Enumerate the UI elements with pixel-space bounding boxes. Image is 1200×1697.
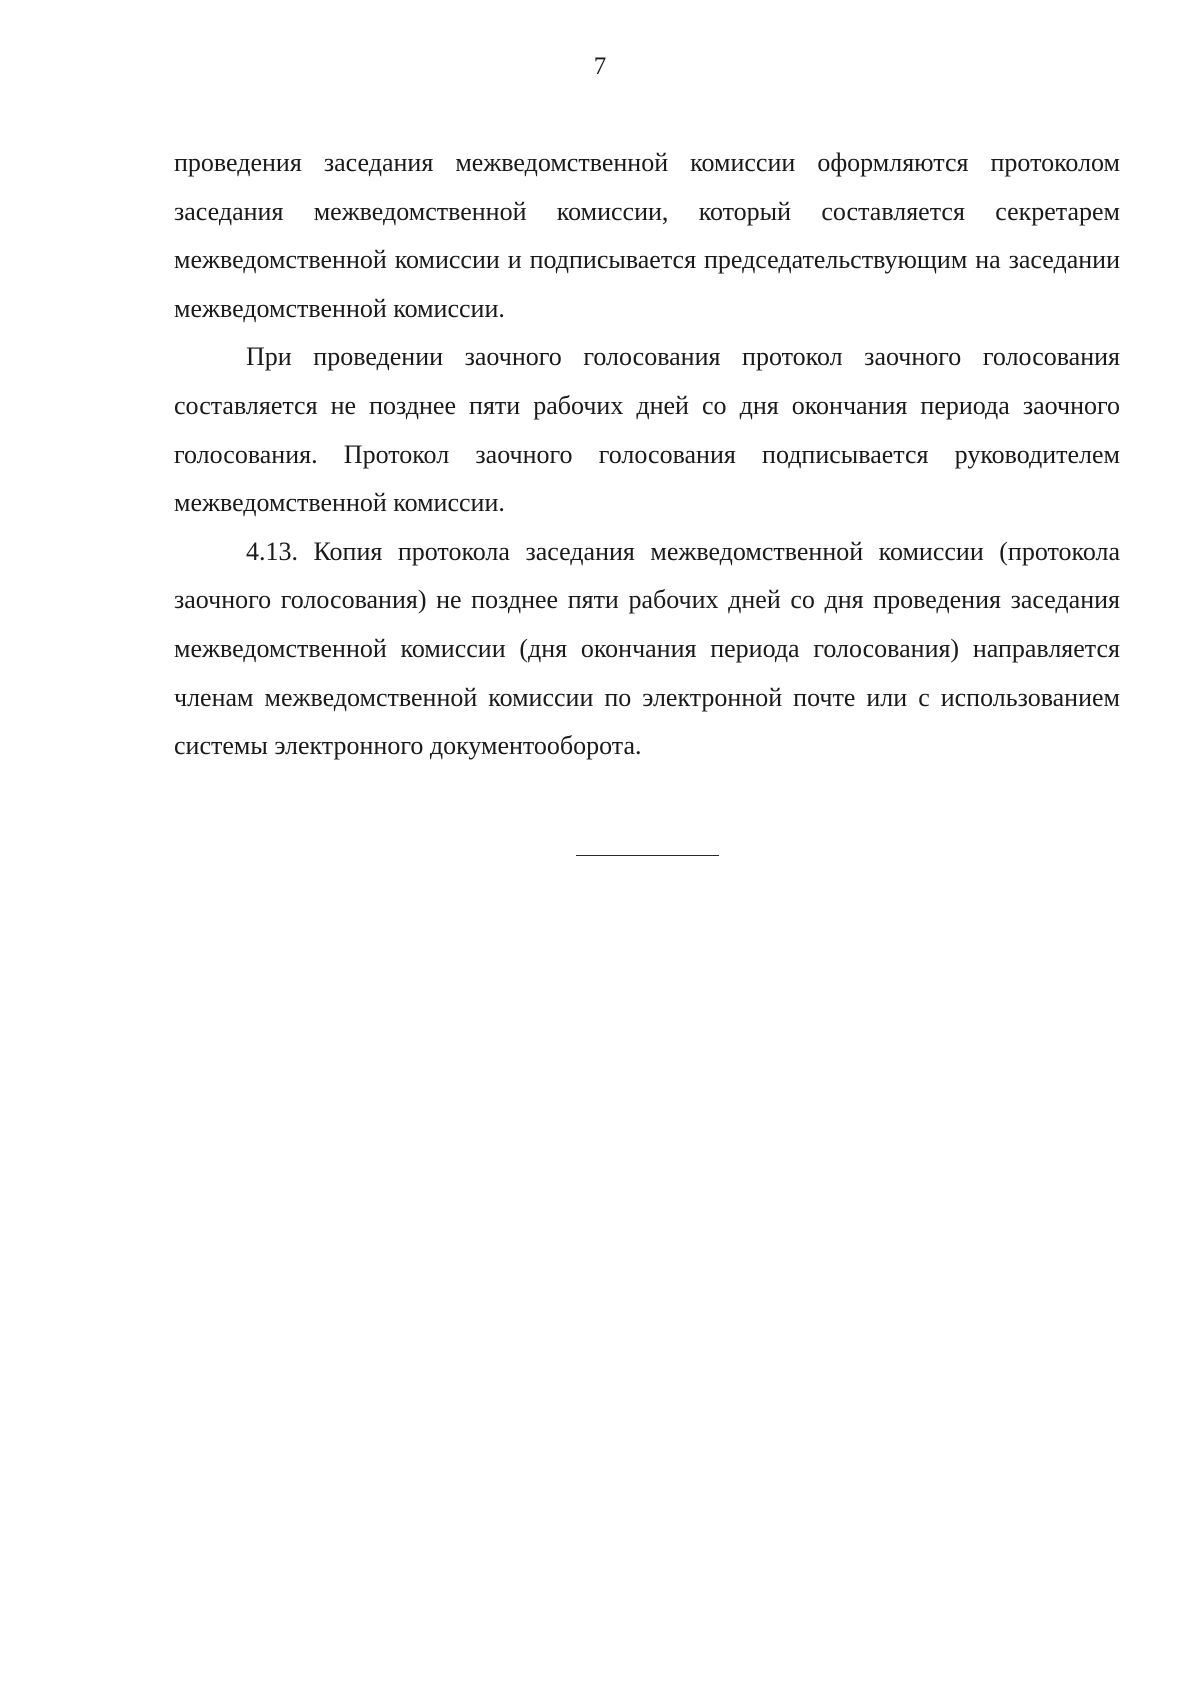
page-number: 7 bbox=[593, 53, 607, 80]
closing-rule-divider bbox=[576, 855, 719, 856]
paragraph-absentee-vote-protocol: При проведении заочного голосования протокол заочного голосования составляется не позднее пяти рабочих дней со дня окончания периода заочного голосования. Протокол заочного голосования подписывается руководителем межведомственной комиссии. bbox=[174, 342, 1120, 518]
document-body bbox=[174, 139, 1120, 771]
paragraph-continuation: проведения заседания межведомственной комиссии оформляются протоколом заседания межведомственной комиссии, который составляется секретарем межведомственной комиссии и подписывается председательствующим на заседании межведомственной комиссии. bbox=[174, 148, 1120, 323]
paragraph-4-13-protocol-copy: 4.13. Копия протокола заседания межведомственной комиссии (протокола заочного голосования) не позднее пяти рабочих дней со дня проведения заседания межведомственной комиссии (дня окончания периода голосования) направляется членам межведомственной комиссии по электронной почте или с использованием системы электронного документооборота. bbox=[174, 536, 1120, 761]
